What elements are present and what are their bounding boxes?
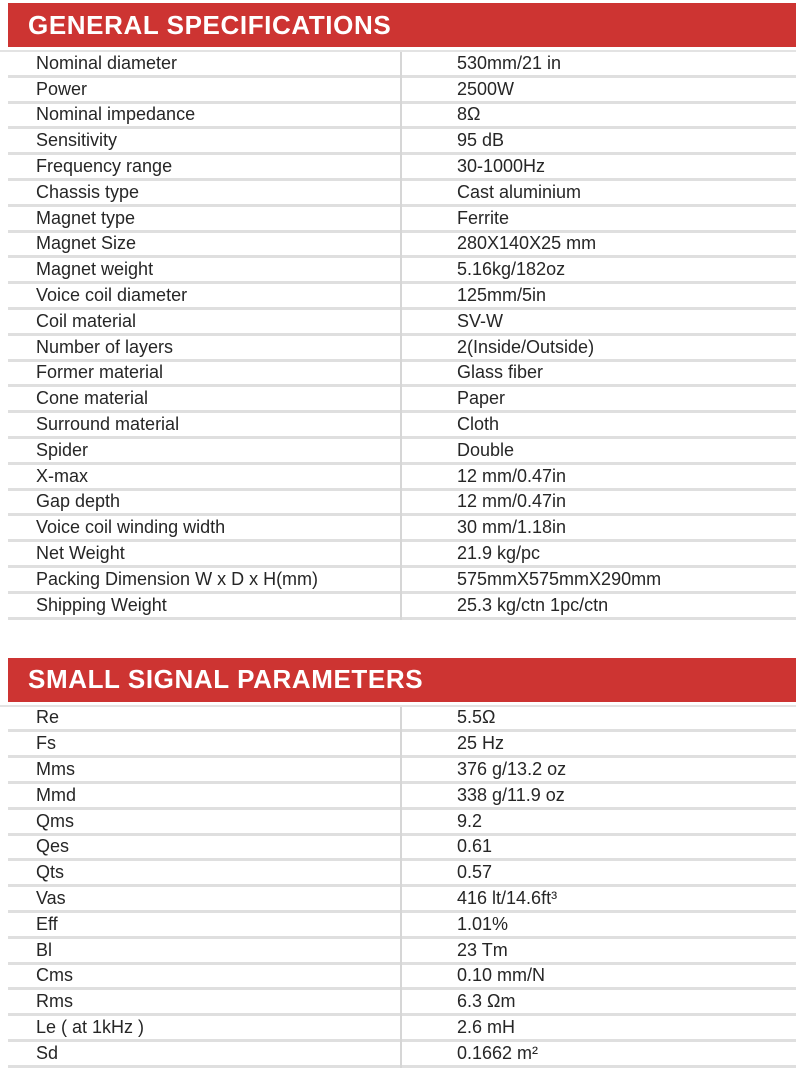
spec-value: 30-1000Hz <box>457 156 546 177</box>
spec-row <box>8 155 796 181</box>
spec-label: Shipping Weight <box>36 594 167 615</box>
spec-label: Frequency range <box>36 156 173 177</box>
spec-row <box>8 439 796 465</box>
spec-value: 30 mm/1.18in <box>457 517 567 538</box>
spec-value: 5.5Ω <box>457 707 496 728</box>
spec-value: 25 Hz <box>457 733 505 754</box>
spec-row <box>8 207 796 233</box>
spec-value: 6.3 Ωm <box>457 991 516 1012</box>
spec-value: Paper <box>457 388 506 409</box>
spec-value: 0.1662 m² <box>457 1042 539 1063</box>
spec-value: Double <box>457 439 515 460</box>
section-title-small-signal-parameters: SMALL SIGNAL PARAMETERS <box>8 658 796 702</box>
spec-label: Rms <box>36 991 73 1012</box>
spec-row <box>8 594 796 620</box>
spec-value: 1.01% <box>457 913 509 934</box>
spec-row <box>8 568 796 594</box>
spec-value: 23 Tm <box>457 939 508 960</box>
spec-value: 2.6 mH <box>457 1016 516 1037</box>
spec-row <box>8 965 796 991</box>
spec-value: 0.61 <box>457 836 493 857</box>
spec-value: 95 dB <box>457 130 505 151</box>
spec-value: 376 g/13.2 oz <box>457 759 567 780</box>
spec-label: Spider <box>36 439 89 460</box>
spec-label: Voice coil diameter <box>36 285 188 306</box>
spec-row <box>8 284 796 310</box>
spec-label: X-max <box>36 465 89 486</box>
spec-value: 2500W <box>457 78 515 99</box>
spec-label: Magnet type <box>36 207 136 228</box>
spec-label: Packing Dimension W x D x H(mm) <box>36 568 319 589</box>
spec-row <box>8 78 796 104</box>
spec-label: Chassis type <box>36 181 140 202</box>
spec-label: Fs <box>36 733 56 754</box>
spec-row <box>8 233 796 259</box>
spec-row <box>8 258 796 284</box>
spec-label: Mms <box>36 759 75 780</box>
spec-label: Power <box>36 78 88 99</box>
spec-label: Nominal impedance <box>36 104 196 125</box>
spec-row <box>8 542 796 568</box>
spec-value: 530mm/21 in <box>457 52 562 73</box>
section-general-specifications <box>8 0 796 620</box>
section-small-signal-parameters <box>8 658 796 1068</box>
spec-label: Qts <box>36 862 65 883</box>
spec-row <box>8 913 796 939</box>
spec-row <box>8 758 796 784</box>
spec-row <box>8 413 796 439</box>
spec-label: Former material <box>36 362 164 383</box>
spec-label: Sensitivity <box>36 130 118 151</box>
spec-value: 575mmX575mmX290mm <box>457 568 662 589</box>
spec-label: Vas <box>36 888 66 908</box>
spec-value: 12 mm/0.47in <box>457 465 567 486</box>
spec-row <box>8 104 796 130</box>
spec-value: Cast aluminium <box>457 181 582 202</box>
spec-label: Bl <box>36 939 53 960</box>
spec-row <box>8 310 796 336</box>
spec-row <box>8 810 796 836</box>
spec-row <box>8 939 796 965</box>
spec-row <box>8 516 796 542</box>
spec-label: Number of layers <box>36 336 174 357</box>
spec-row <box>8 784 796 810</box>
spec-row <box>8 990 796 1016</box>
spec-row <box>8 387 796 413</box>
spec-label: Cms <box>36 965 73 986</box>
spec-label: Mmd <box>36 784 76 805</box>
spec-value: 0.10 mm/N <box>457 965 546 986</box>
spec-row <box>8 181 796 207</box>
spec-row <box>8 707 796 733</box>
spec-value: 338 g/11.9 oz <box>457 784 565 805</box>
spec-value: 9.2 <box>457 810 483 831</box>
spec-row <box>8 129 796 155</box>
spec-value: 280X140X25 mm <box>457 233 597 254</box>
spec-label: Coil material <box>36 310 137 331</box>
spec-value: 8Ω <box>457 104 481 125</box>
general-specifications-table <box>0 50 796 620</box>
spec-row <box>8 887 796 913</box>
spec-label: Nominal diameter <box>36 52 178 73</box>
spec-value: 0.57 <box>457 862 493 883</box>
spec-row <box>8 1016 796 1042</box>
spec-row <box>8 732 796 758</box>
spec-label: Sd <box>36 1042 59 1063</box>
spec-value: Ferrite <box>457 207 510 228</box>
spec-label: Voice coil winding width <box>36 517 226 538</box>
spec-label: Cone material <box>36 388 149 409</box>
spec-value: 12 mm/0.47in <box>457 491 567 512</box>
spec-row <box>8 1042 796 1068</box>
spec-label: Qes <box>36 836 70 857</box>
spec-label: Le ( at 1kHz ) <box>36 1016 145 1037</box>
spec-value: 21.9 kg/pc <box>457 543 541 564</box>
spec-label: Magnet weight <box>36 259 154 280</box>
spec-label: Qms <box>36 810 74 831</box>
small-signal-parameters-table <box>0 705 796 1068</box>
spec-row <box>8 465 796 491</box>
spec-label: Surround material <box>36 414 180 435</box>
spec-row <box>8 52 796 78</box>
spec-label: Eff <box>36 913 58 934</box>
spec-row <box>8 491 796 517</box>
spec-value: Cloth <box>457 414 500 435</box>
spec-row <box>8 836 796 862</box>
spec-label: Net Weight <box>36 543 125 564</box>
spec-value: Glass fiber <box>457 362 544 383</box>
spec-value: 25.3 kg/ctn 1pc/ctn <box>457 594 609 615</box>
spec-label: Gap depth <box>36 491 121 512</box>
section-title-general-specifications: GENERAL SPECIFICATIONS <box>8 3 796 47</box>
spec-value: 2(Inside/Outside) <box>457 336 595 357</box>
spec-value: 416 lt/14.6ft³ <box>457 888 558 908</box>
spec-row <box>8 336 796 362</box>
spec-value: 5.16kg/182oz <box>457 259 566 280</box>
spec-label: Re <box>36 707 60 728</box>
spec-label: Magnet Size <box>36 233 137 254</box>
spec-value: SV-W <box>457 310 504 331</box>
spec-row <box>8 362 796 388</box>
spec-value: 125mm/5in <box>457 285 547 306</box>
spec-row <box>8 861 796 887</box>
